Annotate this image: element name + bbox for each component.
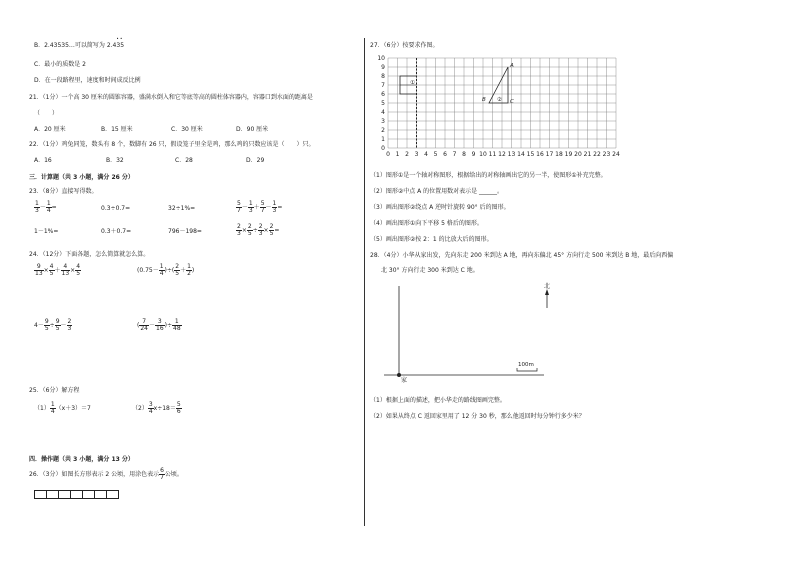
q27-part-5: （5）画出图形②按 2：1 的比放大后的图形。: [370, 236, 493, 243]
q24-item-a: $\frac{9}{13}$ × $\frac{4}{5}$ ＋ $\frac{4}{13}$ × $\frac{4}{5}$: [35, 263, 81, 277]
question-24: 24．（12分）下面各题，怎么简算就怎么算。: [29, 251, 150, 258]
grid-x-label: 1: [395, 151, 400, 158]
question-23: 23．（8分）直接写得数。: [29, 188, 98, 195]
grid-x-label: 22: [593, 151, 601, 158]
q23-item-a: $\frac{1}{3}$ － $\frac{1}{4}$ =: [35, 200, 57, 214]
q22-option-c: C．28: [175, 157, 193, 164]
grid-x-label: 3: [414, 151, 419, 158]
question-21-paren: （ ）: [34, 110, 59, 117]
grid-y-label: 0: [381, 145, 385, 152]
question-28-cont: 北 30° 方向行走 300 米到达 C 地。: [381, 267, 479, 274]
q21-option-c: C．30 厘米: [171, 126, 203, 133]
grid-x-label: 9: [471, 151, 476, 158]
grid-y-label: 4: [381, 109, 385, 116]
grid-x-label: 2: [405, 151, 409, 158]
scale-bar: [517, 368, 537, 371]
q28-part-2: （2）如果从终点 C 返回家里用了 12 分 30 秒，那么他返回时每分钟行多少米？: [370, 413, 585, 420]
grid-y-label: 9: [381, 64, 385, 71]
grid-x-label: 6: [443, 151, 447, 158]
grid-x-label: 13: [507, 151, 516, 158]
scale-label: 100m: [518, 362, 534, 368]
section-4-heading: 四．操作题（共 3 小题，满分 13 分）: [29, 456, 134, 463]
question-27: 27．（6分）按要求作图。: [370, 42, 439, 49]
q27-part-1: （1）图形①是一个轴对称图形，根据给出的对称轴画出它的另一半，使图形①补充完整。: [370, 172, 607, 179]
grid-y-label: 1: [381, 136, 385, 143]
point-a-label: A: [510, 63, 514, 69]
q23-item-e: 1－1%=: [34, 228, 59, 235]
q27-part-4: （4）画出图形①向下平移 5 格后的图形。: [370, 220, 483, 227]
grid-x-label: 5: [433, 151, 438, 158]
q24-item-c: 4－ $\frac{9}{5}$ ÷ $\frac{9}{5}$ － $\frac{2}{3}$: [34, 318, 72, 332]
section-3-heading: 三．计算题（共 3 小题，满分 26 分）: [29, 174, 134, 181]
coordinate-grid: [372, 54, 632, 162]
q22-option-b: B．32: [106, 157, 124, 164]
question-26: 26．（3分）如图长方形表示 2 公顷，用涂色表示 $\frac{6}{7}$ 公顷。: [29, 467, 183, 481]
grid-x-label: 10: [479, 151, 487, 158]
point-c-label: C: [510, 99, 514, 105]
q21-option-d: D．90 厘米: [236, 126, 269, 133]
q23-item-c: 32÷1%=: [168, 205, 196, 212]
grid-x-label: 17: [545, 151, 554, 158]
q23-item-d: $\frac{5}{7}$ － $\frac{1}{3}$ ＋ $\frac{5}{7}$ － $\frac{1}{3}$ =: [237, 200, 283, 214]
q28-part-1: （1）根据上面的描述，把小华走的路线图画完整。: [370, 397, 506, 404]
grid-y-label: 7: [381, 82, 385, 89]
shape-2-label: ②: [497, 97, 502, 103]
route-diagram: [370, 278, 550, 390]
grid-x-label: 7: [452, 151, 457, 158]
grid-x-label: 12: [498, 151, 506, 158]
q21-option-b: B．15 厘米: [101, 126, 133, 133]
grid-x-label: 19: [564, 151, 573, 158]
q21-option-a: A．20 厘米: [34, 126, 66, 133]
home-label: 家: [401, 377, 408, 384]
grid-y-label: 6: [381, 91, 385, 98]
grid-x-label: 14: [517, 151, 525, 158]
shape-1-label: ①: [410, 80, 415, 86]
q23-item-b: 0.3÷0.7=: [101, 205, 131, 212]
grid-x-label: 18: [555, 151, 563, 158]
north-label: 北: [544, 283, 550, 290]
grid-y-label: 2: [381, 127, 385, 134]
q22-option-a: A．16: [34, 157, 52, 164]
option-d: D．在一段路程里，速度和时间成反比例: [34, 77, 141, 84]
grid-x-label: 4: [424, 151, 428, 158]
column-divider: [364, 38, 365, 526]
grid-y-label: 10: [377, 55, 385, 62]
question-25: 25．（6分）解方程: [29, 387, 80, 394]
option-c: C．最小的质数是 2: [34, 61, 86, 68]
q23-item-h: $\frac{2}{3}$ × $\frac{2}{5}$ ÷ $\frac{2}{3}$ × $\frac{2}{5}$ =: [237, 223, 280, 237]
q24-item-b: (0.75－ $\frac{1}{4}$ )÷( $\frac{2}{5}$ ＋ $\frac{1}{2}$ ): [137, 263, 195, 277]
grid-x-label: 23: [602, 151, 611, 158]
q25-item-2: （2） $\frac{3}{4}$ x÷18＝ $\frac{5}{6}$: [132, 401, 181, 415]
grid-y-label: 3: [381, 118, 385, 125]
grid-x-label: 8: [462, 151, 466, 158]
question-28: 28．（4分）小华从家出发，先向东走 200 米到达 A 地，再向东偏北 45° 方向行走 500 米到达 B 地，最后向西偏: [370, 252, 674, 259]
q26-cell[interactable]: [106, 490, 119, 499]
q25-item-1: （1） $\frac{1}{4}$ （x＋3）＝7: [34, 401, 91, 415]
q27-part-2: （2）图形②中点 A 的位置用数对表示是 ______。: [370, 188, 504, 195]
grid-x-label: 21: [583, 151, 592, 158]
q22-option-d: D．29: [246, 157, 265, 164]
q27-part-3: （3）画出图形②绕点 A 逆时针旋转 90° 后的图形。: [370, 204, 510, 211]
grid-y-label: 5: [381, 100, 385, 107]
grid-x-label: 16: [536, 151, 544, 158]
grid-y-label: 8: [381, 73, 385, 80]
grid-x-label: 24: [612, 151, 620, 158]
q24-item-d: ( $\frac{7}{24}$ － $\frac{3}{16}$ )÷ $\frac{1}{48}$: [137, 318, 181, 332]
grid-x-label: 11: [488, 151, 497, 158]
option-b: B．2.43535…可以简写为 2.435 • •: [34, 36, 125, 49]
question-22: 22．（1分）鸡兔同笼，数头有 8 个，数脚有 26 只，假设笼子里全是鸡，那么鸡的只数应该是（ ）只。: [29, 141, 315, 148]
grid-x-label: 15: [526, 151, 535, 158]
q23-item-g: 796－198=: [168, 228, 202, 235]
grid-x-label: 0: [386, 151, 390, 158]
point-b-label: B: [482, 97, 486, 103]
question-21: 21．（1分）一个高 30 厘米的圆锥容器，盛满水倒入和它等底等高的圆柱体容器内，容器口到水面的距离是: [29, 94, 313, 101]
grid-x-label: 20: [574, 151, 582, 158]
q23-item-f: 0.3＋0.7=: [101, 228, 132, 235]
